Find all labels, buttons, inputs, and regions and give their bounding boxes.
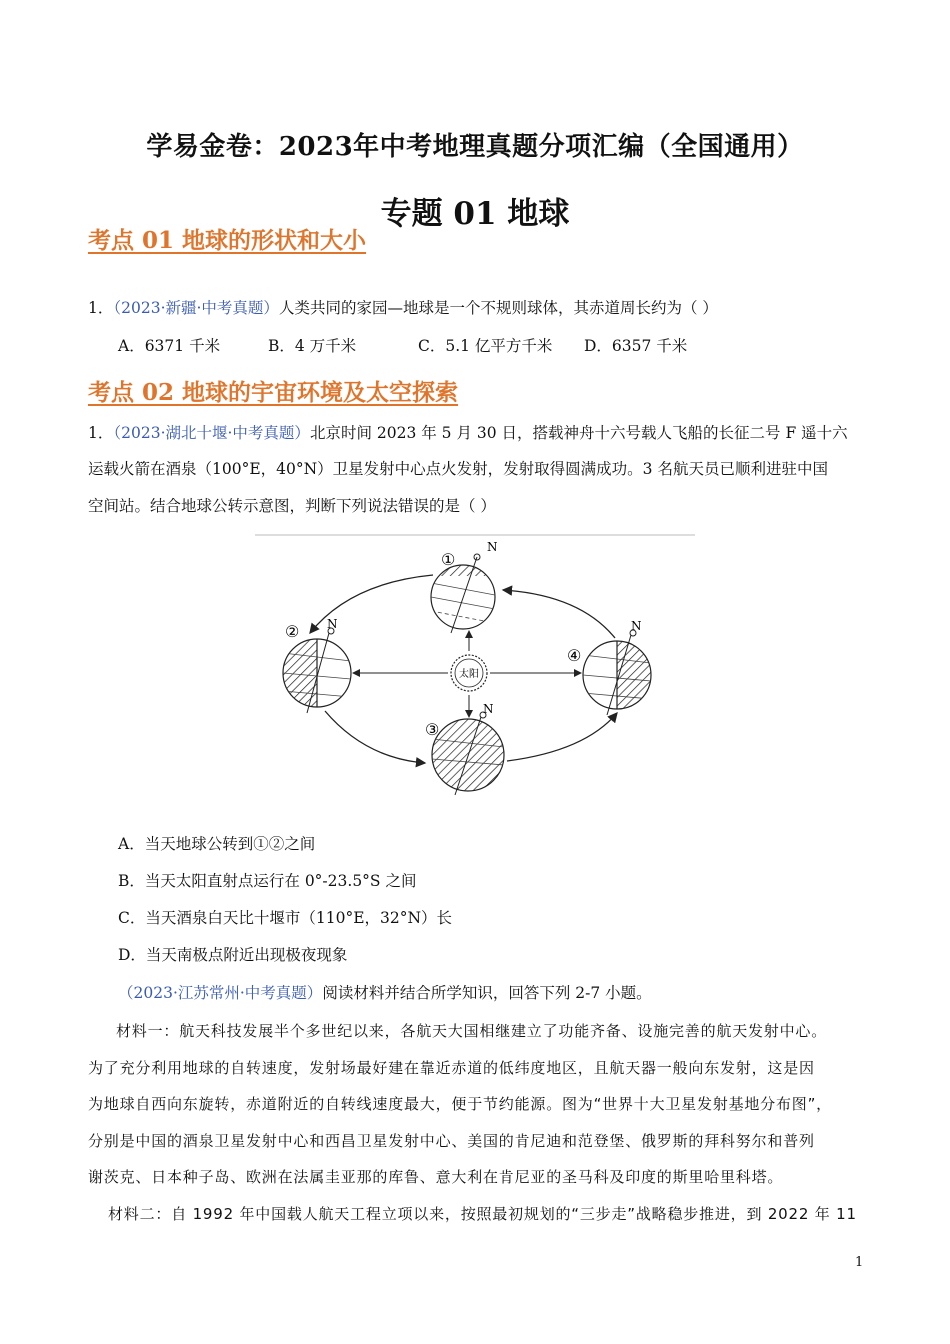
material-1 xyxy=(88,1013,868,1196)
question-source: （2023·新疆·中考真题） xyxy=(113,299,279,317)
group-intro-text: 阅读材料并结合所学知识，回答下列 2-7 小题。 xyxy=(322,984,652,1002)
option-c: C．当天酒泉白天比十堰市（110°E，32°N）长 xyxy=(118,909,453,927)
question-text: 人类共同的家园—地球是一个不规则球体，其赤道周长约为（ ） xyxy=(278,299,718,317)
topic-title: 专题 01 地球 xyxy=(380,196,570,232)
page-number: 1 xyxy=(855,1255,864,1270)
question-2-line-3: 空间站。结合地球公转示意图，判断下列说法错误的是（ ） xyxy=(88,497,496,515)
material-1-line: 谢茨克、日本种子岛、欧洲在法属圭亚那的库鲁、意大利在肯尼亚的圣马科及印度的斯里哈里科塔。 xyxy=(88,1168,784,1187)
question-source: （2023·江苏常州·中考真题） xyxy=(118,984,323,1002)
position-label: ① xyxy=(441,550,456,569)
material-2: 材料二：自 1992 年中国载人航天工程立项以来，按照最初规划的“三步走”战略稳步推进，到 2022 年 11 xyxy=(108,1205,857,1223)
group-intro-line xyxy=(118,981,652,1003)
position-label: ③ xyxy=(425,720,440,739)
question-2-line-1 xyxy=(88,421,848,443)
north-label: N xyxy=(327,617,338,631)
question-text: 北京时间 2023 年 5 月 30 日，搭载神舟十六号载人飞船的长征二号 F 遥十六 xyxy=(309,424,848,442)
position-label: ② xyxy=(285,622,300,641)
option-b: B．当天太阳直射点运行在 0°-23.5°S 之间 xyxy=(118,872,417,890)
option-c: C．5.1 亿平方千米 xyxy=(418,337,553,355)
orbit-arrow xyxy=(325,711,425,763)
question-1-line xyxy=(88,296,718,318)
question-number: 1． xyxy=(88,299,114,317)
question-2-line-2: 运载火箭在酒泉（100°E，40°N）卫星发射中心点火发射，发射取得圆满成功。3 名航天员已顺利进驻中国 xyxy=(88,460,828,478)
document-title: 学易金卷：2023年中考地理真题分项汇编（全国通用） xyxy=(146,132,804,162)
north-label: N xyxy=(487,540,498,554)
earth-revolution-diagram xyxy=(255,533,695,808)
question-source: （2023·湖北十堰·中考真题） xyxy=(113,424,310,442)
material-1-line: 分别是中国的酒泉卫星发射中心和西昌卫星发射中心、美国的肯尼迪和范登堡、俄罗斯的拜科努尔和普列 xyxy=(88,1131,815,1150)
earth-position-4 xyxy=(583,630,651,715)
orbit-arrow xyxy=(503,590,615,638)
question-number: 1． xyxy=(88,424,114,442)
orbit-arrow xyxy=(507,713,617,761)
section-1-heading: 考点 01 地球的形状和大小 xyxy=(88,227,367,254)
north-label: N xyxy=(483,702,494,716)
sun-label: 太阳 xyxy=(459,669,479,680)
earth-position-3 xyxy=(432,712,504,795)
material-1-line: 材料一：航天科技发展半个多世纪以来，各航天大国相继建立了功能齐备、设施完善的航天发射中心。 xyxy=(116,1022,828,1040)
north-label: N xyxy=(631,619,642,633)
option-b: B．4 万千米 xyxy=(268,337,357,355)
option-d: D．6357 千米 xyxy=(584,337,688,355)
position-label: ④ xyxy=(567,646,582,665)
material-1-line: 为了充分利用地球的自转速度，发射场最好建在靠近赤道的低纬度地区，且航天器一般向东发射，这是因 xyxy=(88,1058,815,1077)
section-2-heading: 考点 02 地球的宇宙环境及太空探索 xyxy=(88,379,459,406)
option-a: A．6371 千米 xyxy=(118,337,221,355)
material-1-line: 为地球自西向东旋转，赤道附近的自转线速度最大，便于节约能源。图为“世界十大卫星发射基地分布图”， xyxy=(88,1095,832,1114)
option-a: A．当天地球公转到①②之间 xyxy=(118,835,316,853)
option-d: D．当天南极点附近出现极夜现象 xyxy=(118,946,348,964)
